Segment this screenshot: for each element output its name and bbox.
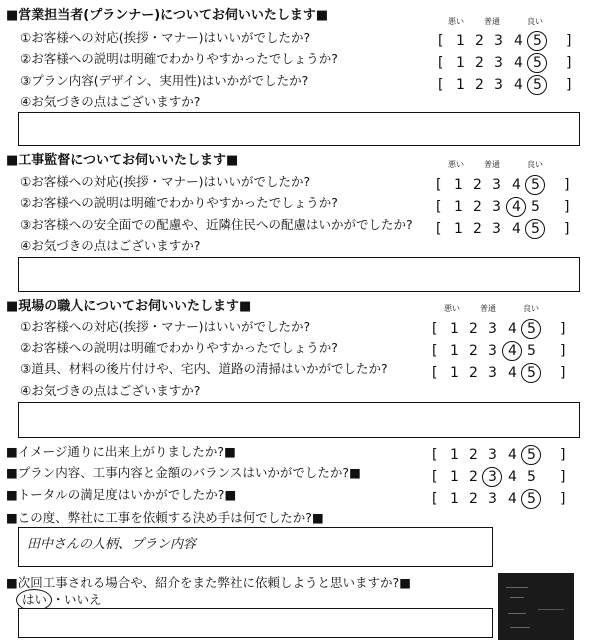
scale-bracket-close: ] <box>564 177 570 193</box>
scale-label-bad: 悪い <box>444 304 460 313</box>
selected-answer-circle <box>502 341 522 361</box>
scale-option-5[interactable]: 5 <box>527 447 536 463</box>
scale-option-1[interactable]: 1 <box>450 321 459 337</box>
company-seal-image <box>498 573 574 640</box>
scale-bracket-close: ] <box>560 469 566 485</box>
scale-option-3[interactable]: 3 <box>492 221 501 237</box>
scale-option-1[interactable]: 1 <box>456 33 465 49</box>
scale-bracket-open: [ <box>438 33 444 49</box>
scale-bracket-open: [ <box>438 55 444 71</box>
section-title-supervisor: ■工事監督についてお伺いいたします■ <box>6 153 239 168</box>
scale-bracket-open: [ <box>432 469 438 485</box>
decision-question: ■この度、弊社に工事を依頼する決め手は何でしたか?■ <box>6 510 324 525</box>
scale-bracket-open: [ <box>432 365 438 381</box>
scale-option-3[interactable]: 3 <box>488 469 497 485</box>
overall-question-text: ■トータルの満足度はいかがでしたか?■ <box>6 487 237 502</box>
scale-label-bad: 悪い <box>448 17 464 26</box>
selected-answer-circle <box>527 31 547 51</box>
scale-bracket-open: [ <box>436 199 442 215</box>
comment-prompt: ④お気づきの点はございますか? <box>20 383 201 398</box>
scale-option-3[interactable]: 3 <box>492 177 501 193</box>
scale-bracket-open: [ <box>436 177 442 193</box>
scale-label-normal: 普通 <box>484 17 500 26</box>
question-text: ③道具、材料の後片付けや、宅内、道路の清掃はいかがでしたか? <box>20 361 388 376</box>
scale-option-2[interactable]: 2 <box>475 33 484 49</box>
scale-option-2[interactable]: 2 <box>473 199 482 215</box>
scale-option-3[interactable]: 3 <box>494 77 503 93</box>
section-title-craftsmen: ■現場の職人についてお伺いいたします■ <box>6 299 252 314</box>
scale-label-bad: 悪い <box>448 160 464 169</box>
question-text: ①お客様への対応(挨拶・マナー)はいいがでしたか? <box>20 174 311 189</box>
scale-option-4[interactable]: 4 <box>512 177 521 193</box>
scale-label-good: 良い <box>527 160 543 169</box>
scale-option-5[interactable]: 5 <box>533 33 542 49</box>
scale-bracket-close: ] <box>566 77 572 93</box>
selected-answer-circle <box>521 319 541 339</box>
question-text: ③お客様への安全面での配慮や、近隣住民への配慮はいかがでしたか? <box>20 217 413 232</box>
scale-option-4[interactable]: 4 <box>514 55 523 71</box>
selected-answer-circle <box>521 445 541 465</box>
scale-option-3[interactable]: 3 <box>488 365 497 381</box>
scale-option-2[interactable]: 2 <box>475 55 484 71</box>
scale-option-1[interactable]: 1 <box>450 343 459 359</box>
scale-option-1[interactable]: 1 <box>450 365 459 381</box>
comment-box[interactable] <box>18 257 580 292</box>
scale-option-5[interactable]: 5 <box>533 55 542 71</box>
scale-option-4[interactable]: 4 <box>508 447 517 463</box>
scale-option-1[interactable]: 1 <box>450 469 459 485</box>
selected-answer-circle <box>482 467 502 487</box>
comment-prompt: ④お気づきの点はございますか? <box>20 94 201 109</box>
referral-separator: ・ <box>52 592 65 607</box>
scale-option-4[interactable]: 4 <box>512 199 521 215</box>
scale-option-5[interactable]: 5 <box>527 491 536 507</box>
scale-option-3[interactable]: 3 <box>488 491 497 507</box>
scale-option-2[interactable]: 2 <box>469 343 478 359</box>
scale-option-3[interactable]: 3 <box>492 199 501 215</box>
scale-option-2[interactable]: 2 <box>469 321 478 337</box>
referral-yes-option[interactable]: はい <box>22 592 48 607</box>
scale-option-5[interactable]: 5 <box>527 321 536 337</box>
scale-option-3[interactable]: 3 <box>488 343 497 359</box>
scale-option-4[interactable]: 4 <box>514 77 523 93</box>
comment-prompt: ④お気づきの点はございますか? <box>20 238 201 253</box>
scale-bracket-open: [ <box>436 221 442 237</box>
scale-bracket-open: [ <box>432 343 438 359</box>
selected-answer-circle <box>506 197 526 217</box>
scale-bracket-open: [ <box>432 447 438 463</box>
question-text: ②お客様への説明は明確でわかりやすかったでしょうか? <box>20 340 338 355</box>
scale-option-5[interactable]: 5 <box>527 365 536 381</box>
referral-comment-box[interactable] <box>18 608 493 638</box>
scale-option-4[interactable]: 4 <box>508 321 517 337</box>
scale-option-3[interactable]: 3 <box>488 321 497 337</box>
scale-option-3[interactable]: 3 <box>488 447 497 463</box>
scale-bracket-close: ] <box>564 199 570 215</box>
scale-bracket-close: ] <box>560 365 566 381</box>
scale-option-3[interactable]: 3 <box>494 33 503 49</box>
scale-option-2[interactable]: 2 <box>469 365 478 381</box>
scale-option-1[interactable]: 1 <box>454 199 463 215</box>
scale-bracket-close: ] <box>560 491 566 507</box>
selected-answer-circle <box>527 75 547 95</box>
scale-bracket-close: ] <box>564 221 570 237</box>
scale-bracket-open: [ <box>438 77 444 93</box>
scale-option-1[interactable]: 1 <box>456 55 465 71</box>
scale-option-4[interactable]: 4 <box>508 469 517 485</box>
scale-option-1[interactable]: 1 <box>456 77 465 93</box>
comment-box[interactable] <box>18 112 580 146</box>
scale-bracket-open: [ <box>432 491 438 507</box>
scale-option-2[interactable]: 2 <box>473 221 482 237</box>
scale-option-4[interactable]: 4 <box>508 491 517 507</box>
scale-option-1[interactable]: 1 <box>454 221 463 237</box>
scale-option-2[interactable]: 2 <box>469 447 478 463</box>
section-title-planner: ■営業担当者(プランナー)についてお伺いいたします■ <box>6 8 329 23</box>
scale-option-5[interactable]: 5 <box>527 469 536 485</box>
scale-option-2[interactable]: 2 <box>473 177 482 193</box>
scale-option-1[interactable]: 1 <box>450 491 459 507</box>
question-text: ②お客様への説明は明確でわかりやすかったでしょうか? <box>20 51 338 66</box>
selected-answer-circle <box>521 363 541 383</box>
scale-option-5[interactable]: 5 <box>531 221 540 237</box>
selected-answer-circle <box>525 219 545 239</box>
scale-label-normal: 普通 <box>480 304 496 313</box>
overall-question-text: ■プラン内容、工事内容と金額のバランスはいかがでしたか?■ <box>6 465 361 480</box>
scale-option-5[interactable]: 5 <box>533 77 542 93</box>
overall-question-text: ■イメージ通りに出来上がりましたか?■ <box>6 444 236 459</box>
scale-option-4[interactable]: 4 <box>514 33 523 49</box>
scale-option-5[interactable]: 5 <box>531 199 540 215</box>
scale-label-normal: 普通 <box>484 160 500 169</box>
scale-option-5[interactable]: 5 <box>527 343 536 359</box>
scale-option-3[interactable]: 3 <box>494 55 503 71</box>
question-text: ①お客様への対応(挨拶・マナー)はいいがでしたか? <box>20 30 311 45</box>
scale-option-2[interactable]: 2 <box>475 77 484 93</box>
decision-answer-box[interactable] <box>18 527 493 567</box>
scale-option-1[interactable]: 1 <box>454 177 463 193</box>
scale-bracket-close: ] <box>560 321 566 337</box>
question-text: ①お客様への対応(挨拶・マナー)はいいがでしたか? <box>20 319 311 334</box>
scale-option-4[interactable]: 4 <box>508 343 517 359</box>
scale-option-2[interactable]: 2 <box>469 469 478 485</box>
decision-answer-handwriting: 田中さんの人柄、プラン内容 <box>27 537 197 552</box>
scale-option-4[interactable]: 4 <box>508 365 517 381</box>
scale-option-4[interactable]: 4 <box>512 221 521 237</box>
scale-option-5[interactable]: 5 <box>531 177 540 193</box>
scale-bracket-close: ] <box>566 55 572 71</box>
question-text: ②お客様への説明は明確でわかりやすかったでしょうか? <box>20 195 338 210</box>
scale-label-good: 良い <box>523 304 539 313</box>
question-text: ③プラン内容(デザイン、実用性)はいかがでしたか? <box>20 73 309 88</box>
scale-bracket-close: ] <box>560 447 566 463</box>
scale-option-2[interactable]: 2 <box>469 491 478 507</box>
selected-answer-circle <box>527 53 547 73</box>
referral-no-option[interactable]: いいえ <box>64 592 102 607</box>
scale-label-good: 良い <box>527 17 543 26</box>
scale-option-1[interactable]: 1 <box>450 447 459 463</box>
referral-question: ■次回工事される場合や、紹介をまた弊社に依頼しようと思いますか?■ <box>6 575 412 590</box>
comment-box[interactable] <box>18 402 580 438</box>
scale-bracket-close: ] <box>560 343 566 359</box>
selected-answer-circle <box>525 175 545 195</box>
scale-bracket-open: [ <box>432 321 438 337</box>
selected-answer-circle <box>521 489 541 509</box>
scale-bracket-close: ] <box>566 33 572 49</box>
